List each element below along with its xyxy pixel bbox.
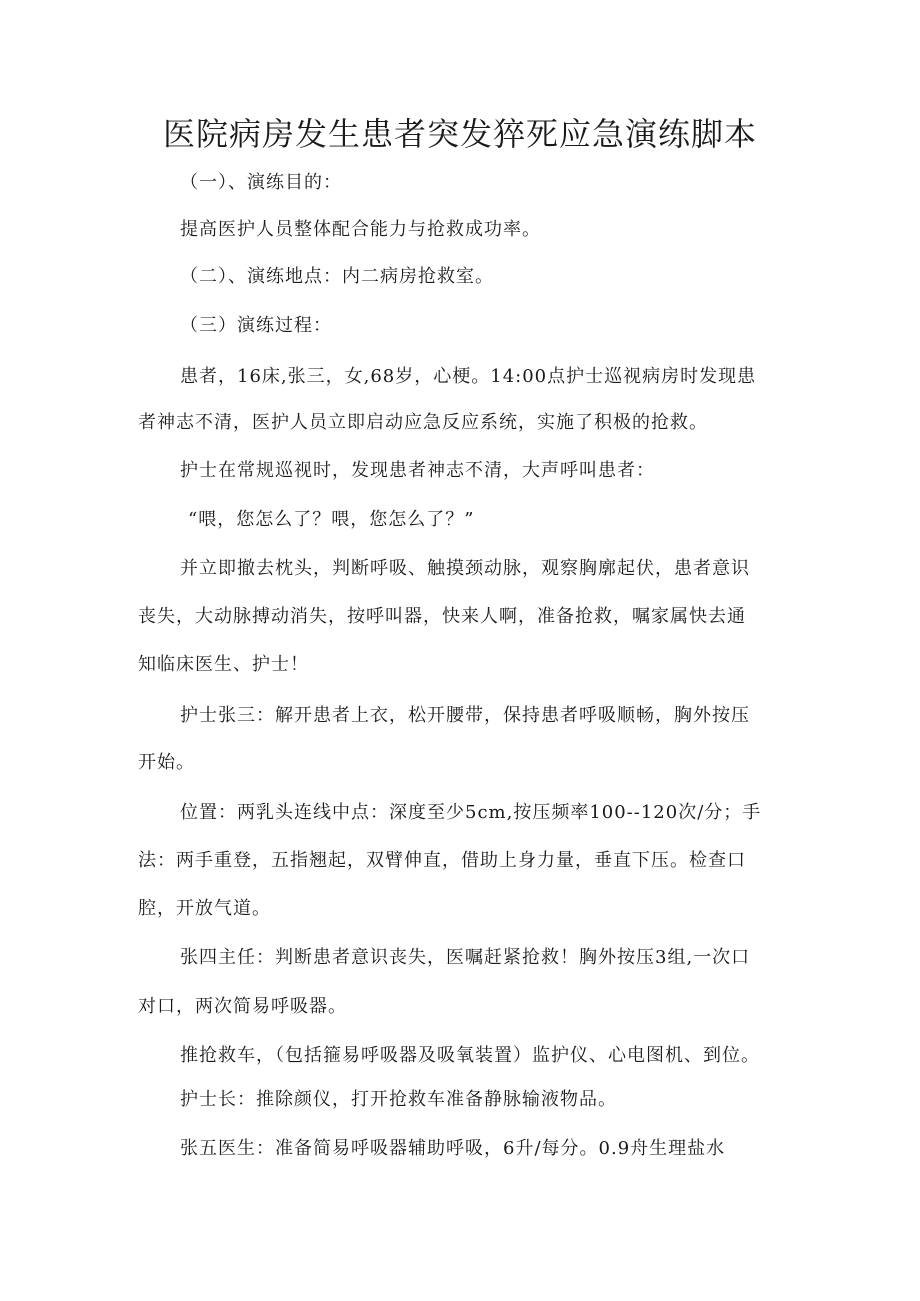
paragraph-line: 护士张三：解开患者上衣，松开腰带，保持患者呼吸顺畅，胸外按压 (180, 705, 750, 726)
paragraph-line: 推抢救车，（包括箍易呼吸器及吸氧装置）监护仪、心电图机、到位。 (180, 1045, 760, 1066)
paragraph-line: 张四主任：判断患者意识丧失，医嘱赶紧抢救！胸外按压3组,一次口 (180, 947, 751, 968)
section-heading-purpose: （一）、演练目的： (180, 172, 342, 193)
paragraph-line: 知临床医生、护士！ (138, 654, 309, 675)
paragraph-line: 对口，两次简易呼吸器。 (138, 996, 347, 1017)
paragraph-line: 丧失，大动脉搏动消失，按呼叫器，快来人啊，准备抢救，嘱家属快去通 (138, 606, 746, 627)
paragraph-line: 患者，16床,张三，女,68岁，心梗。14:00点护士巡视病房时发现患 (180, 366, 757, 387)
section-heading-location: （二）、演练地点：内二病房抢救室。 (180, 266, 494, 287)
paragraph-line: 张五医生：准备简易呼吸器辅助呼吸，6升/每分。0.9舟生理盐水 (180, 1138, 726, 1159)
paragraph-line: 腔，开放气道。 (138, 898, 271, 919)
paragraph-line: 者神志不清，医护人员立即启动应急反应系统，实施了积极的抢救。 (138, 412, 708, 433)
paragraph-line: 护士长：推除颜仪，打开抢救车准备静脉输液物品。 (180, 1089, 617, 1110)
paragraph-line: 提高医护人员整体配合能力与抢救成功率。 (180, 219, 541, 240)
paragraph-line: 开始。 (138, 752, 195, 773)
paragraph-line: 护士在常规巡视时，发现患者神志不清，大声呼叫患者： (180, 460, 655, 481)
section-heading-process: （三）演练过程： (180, 315, 332, 336)
quote-line: “喂，您怎么了？喂，您怎么了？” (188, 509, 475, 530)
paragraph-line: 法：两手重登，五指翘起，双臂伸直，借助上身力量，垂直下压。检查口 (138, 850, 746, 871)
paragraph-line: 并立即撤去枕头，判断呼吸、触摸颈动脉，观察胸廓起伏，患者意识 (180, 558, 750, 579)
paragraph-line: 位置：两乳头连线中点：深度至少5cm,按压频率100--120次/分；手 (180, 802, 762, 823)
document-title: 医院病房发生患者突发猝死应急演练脚本 (162, 115, 757, 153)
